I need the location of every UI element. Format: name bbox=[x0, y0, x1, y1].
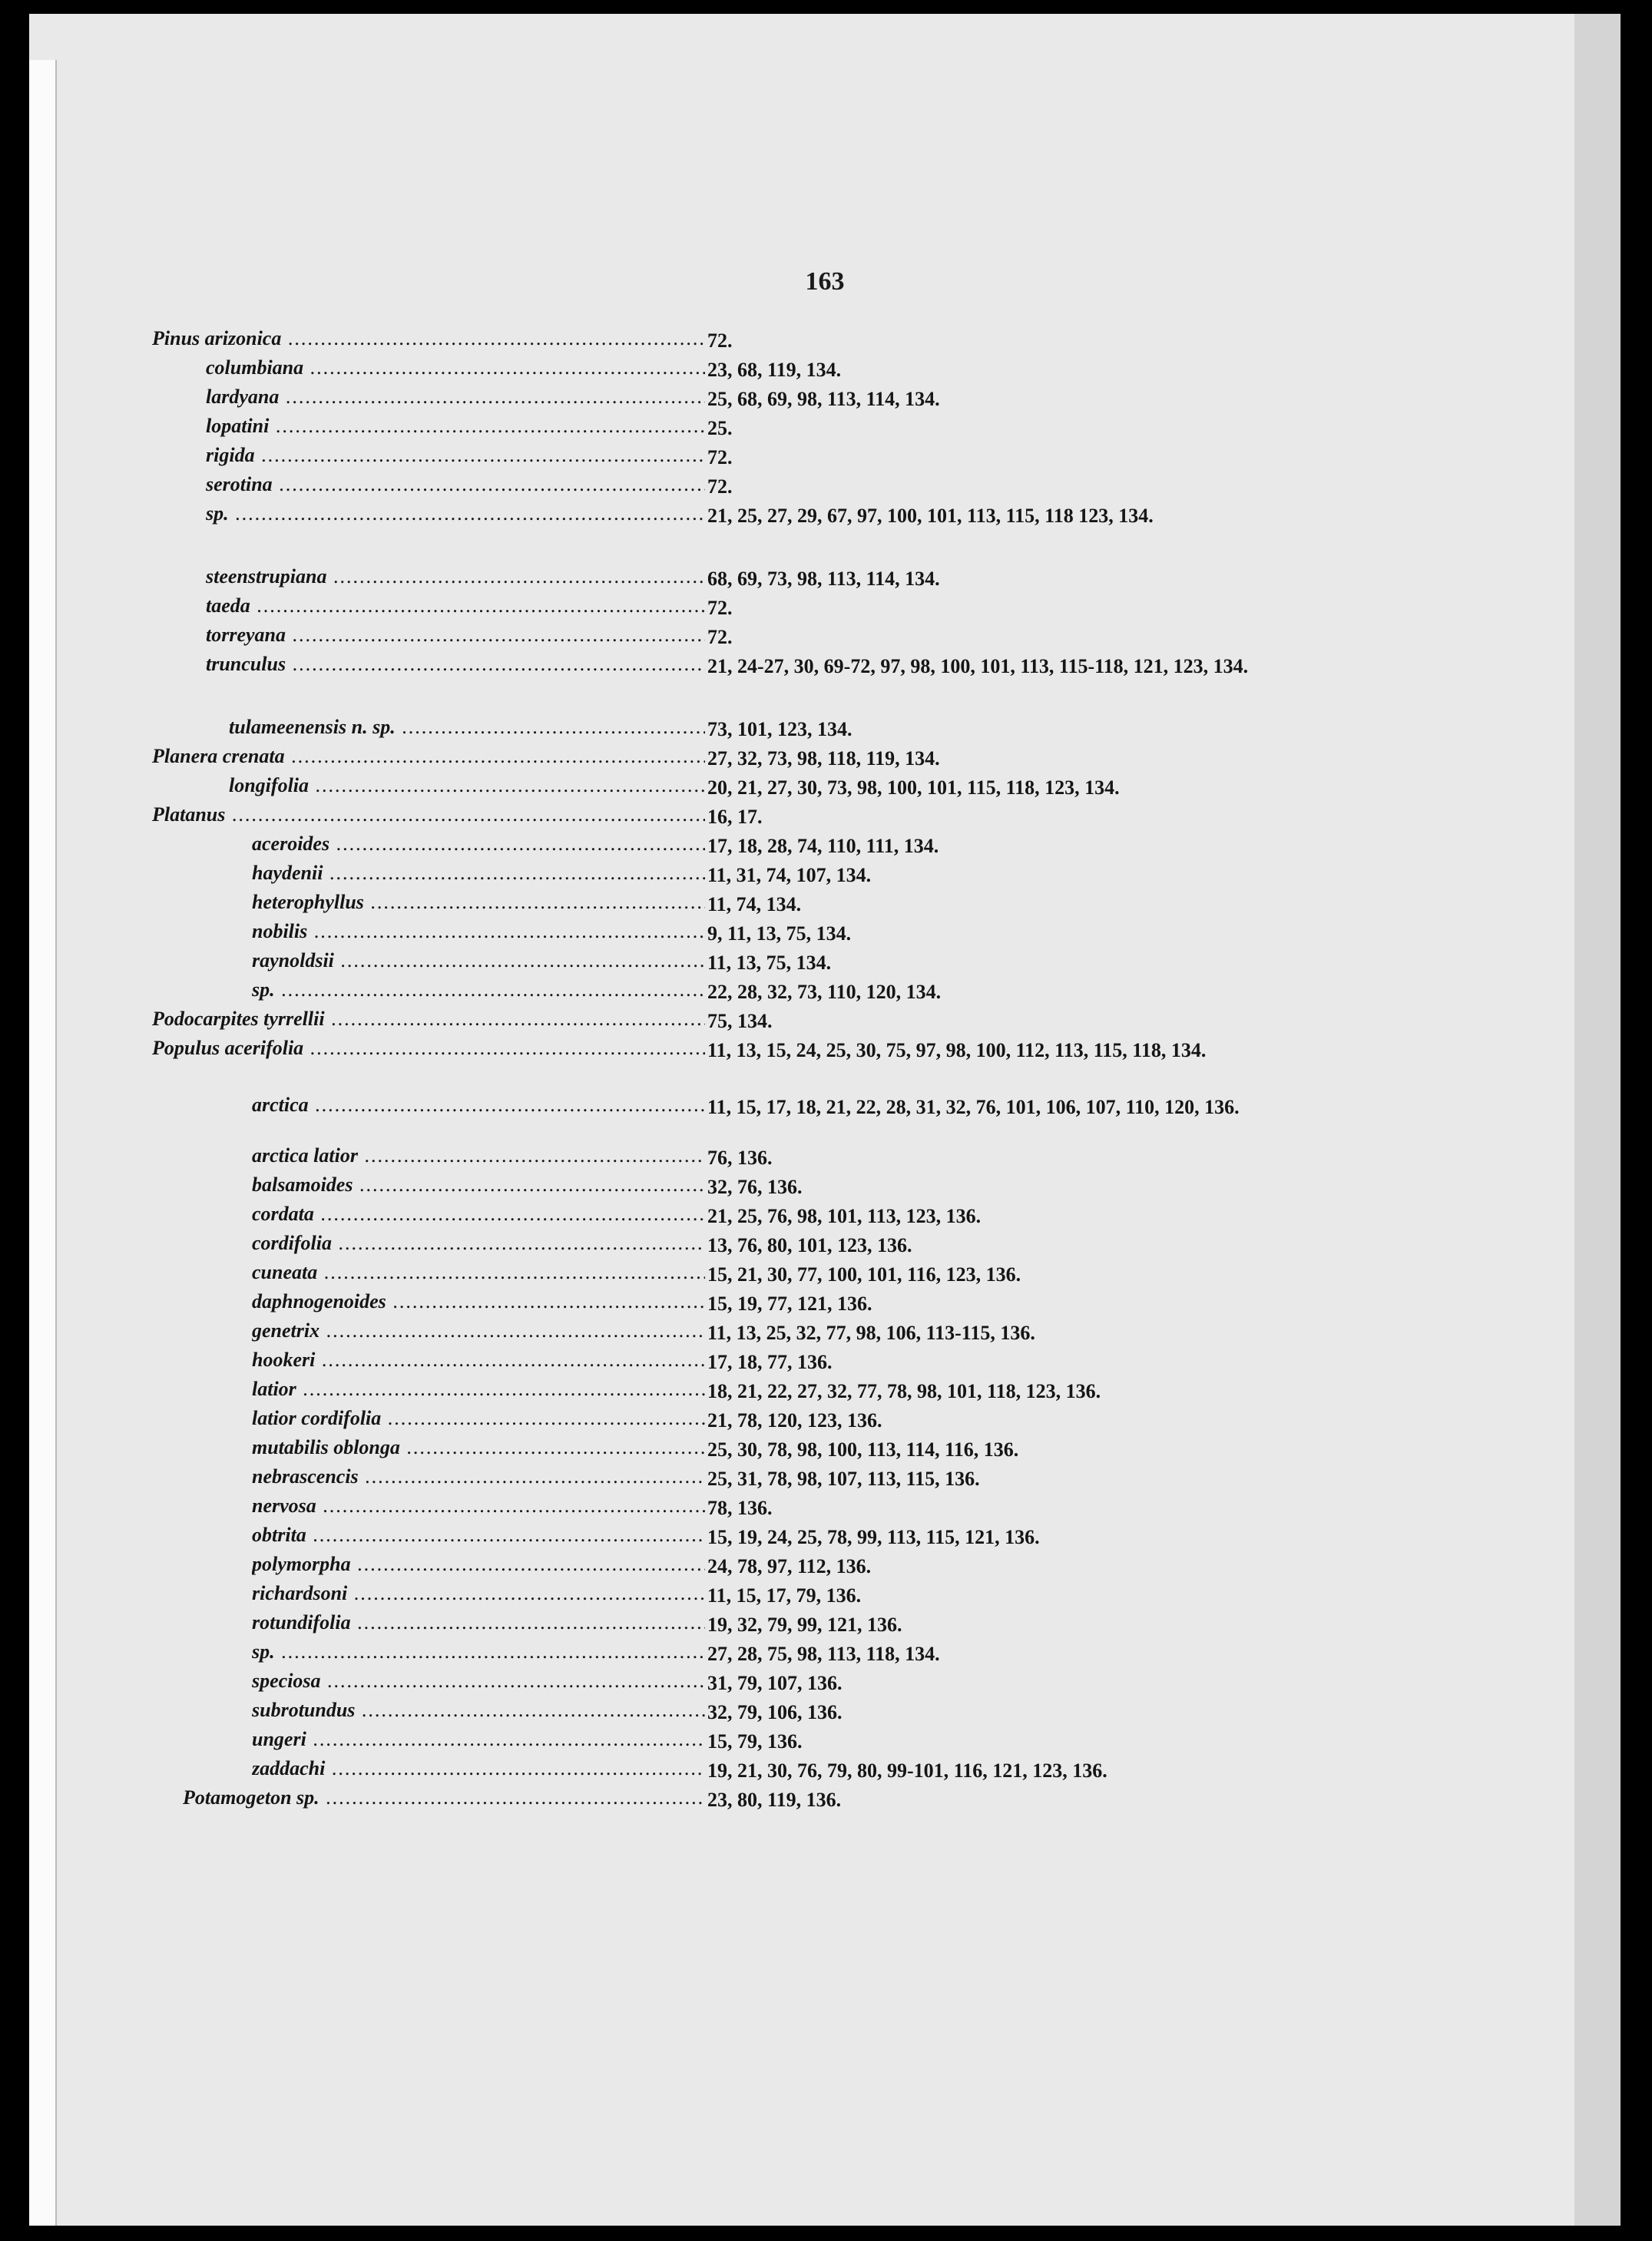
entry-pages: 32, 79, 106, 136. bbox=[707, 1701, 843, 1723]
entry-pages: 15, 79, 136. bbox=[707, 1730, 803, 1753]
entry-pages: 21, 24-27, 30, 69-72, 97, 98, 100, 101, 113, 115-118, 121, 123, 134. bbox=[707, 655, 1249, 677]
entry-pages: 13, 76, 80, 101, 123, 136. bbox=[707, 1234, 912, 1256]
entry-name: polymorpha ..... bbox=[252, 1553, 705, 1576]
entry-name: nebrascencis ..... bbox=[252, 1465, 705, 1488]
entry-pages: 18, 21, 22, 27, 32, 77, 78, 98, 101, 118, 123, 136. bbox=[707, 1380, 1101, 1402]
entry-name: richardsoni ..... bbox=[252, 1582, 705, 1605]
entry-pages: 19, 32, 79, 99, 121, 136. bbox=[707, 1614, 902, 1636]
entry-pages: 31, 79, 107, 136. bbox=[707, 1672, 843, 1694]
entry-name: cordifolia ..... bbox=[252, 1232, 705, 1255]
entry-pages: 24, 78, 97, 112, 136. bbox=[707, 1555, 872, 1577]
entry-pages: 23, 80, 119, 136. bbox=[707, 1789, 842, 1811]
entry-name: columbiana ..... bbox=[206, 356, 705, 379]
entry-name: nervosa ..... bbox=[252, 1495, 705, 1518]
entry-pages: 21, 25, 76, 98, 101, 113, 123, 136. bbox=[707, 1205, 982, 1227]
entry-pages: 15, 21, 30, 77, 100, 101, 116, 123, 136. bbox=[707, 1263, 1021, 1286]
entry-name: lopatini ..... bbox=[206, 415, 705, 438]
entry-name: nobilis ..... bbox=[252, 920, 705, 943]
entry-name: latior cordifolia ..... bbox=[252, 1407, 705, 1430]
entry-name: daphnogenoides ..... bbox=[252, 1290, 705, 1313]
entry-name: sp. ..... bbox=[252, 978, 705, 1001]
entry-name: cuneata ..... bbox=[252, 1261, 705, 1284]
entry-name: haydenii ..... bbox=[252, 862, 705, 885]
entry-pages: 15, 19, 77, 121, 136. bbox=[707, 1293, 872, 1315]
entry-name: arctica ..... bbox=[252, 1094, 705, 1117]
entry-pages: 17, 18, 28, 74, 110, 111, 134. bbox=[707, 835, 939, 857]
entry-pages: 11, 74, 134. bbox=[707, 893, 802, 915]
entry-pages: 25. bbox=[707, 417, 733, 439]
entry-pages: 72. bbox=[707, 329, 733, 352]
entry-pages: 32, 76, 136. bbox=[707, 1176, 803, 1198]
book-page bbox=[29, 14, 1621, 2226]
entry-pages: 76, 136. bbox=[707, 1147, 773, 1169]
entry-name: trunculus ..... bbox=[206, 653, 705, 676]
entry-name: Potamogeton sp. ..... bbox=[183, 1786, 705, 1809]
entry-name: Platanus ..... bbox=[152, 803, 705, 826]
entry-pages: 27, 28, 75, 98, 113, 118, 134. bbox=[707, 1643, 940, 1665]
entry-name: serotina ..... bbox=[206, 473, 705, 496]
entry-name: ungeri ..... bbox=[252, 1728, 705, 1751]
entry-pages: 11, 15, 17, 18, 21, 22, 28, 31, 32, 76, 101, 106, 107, 110, 120, 136. bbox=[707, 1096, 1240, 1118]
entry-pages: 23, 68, 119, 134. bbox=[707, 359, 842, 381]
entry-pages: 11, 13, 75, 134. bbox=[707, 952, 832, 974]
entry-pages: 72. bbox=[707, 597, 733, 619]
entry-name: Planera crenata ..... bbox=[152, 745, 705, 768]
entry-pages: 25, 68, 69, 98, 113, 114, 134. bbox=[707, 388, 940, 410]
page-number: 163 bbox=[805, 267, 845, 296]
entry-pages: 17, 18, 77, 136. bbox=[707, 1351, 833, 1373]
entry-pages: 72. bbox=[707, 446, 733, 468]
entry-name: Populus acerifolia ..... bbox=[152, 1037, 705, 1060]
entry-name: speciosa ..... bbox=[252, 1670, 705, 1693]
entry-pages: 21, 78, 120, 123, 136. bbox=[707, 1409, 882, 1432]
entry-name: tulameenensis n. sp. ..... bbox=[229, 716, 705, 739]
entry-name: Pinus arizonica ..... bbox=[152, 327, 705, 350]
entry-pages: 27, 32, 73, 98, 118, 119, 134. bbox=[707, 747, 940, 770]
entry-name: genetrix ..... bbox=[252, 1319, 705, 1342]
entry-name: obtrita ..... bbox=[252, 1524, 705, 1547]
entry-pages: 25, 30, 78, 98, 100, 113, 114, 116, 136. bbox=[707, 1438, 1019, 1461]
page-left-edge bbox=[29, 60, 57, 2226]
entry-pages: 68, 69, 73, 98, 113, 114, 134. bbox=[707, 568, 940, 590]
entry-pages: 72. bbox=[707, 626, 733, 648]
entry-pages: 15, 19, 24, 25, 78, 99, 113, 115, 121, 136. bbox=[707, 1526, 1040, 1548]
entry-pages: 11, 15, 17, 79, 136. bbox=[707, 1584, 862, 1607]
entry-name: rotundifolia ..... bbox=[252, 1611, 705, 1634]
entry-pages: 78, 136. bbox=[707, 1497, 773, 1519]
entry-name: taeda ..... bbox=[206, 594, 705, 617]
entry-pages: 16, 17. bbox=[707, 806, 763, 828]
entry-name: rigida ..... bbox=[206, 444, 705, 467]
entry-name: arctica latior ..... bbox=[252, 1144, 705, 1167]
entry-pages: 21, 25, 27, 29, 67, 97, 100, 101, 113, 115, 118 123, 134. bbox=[707, 505, 1154, 527]
entry-name: lardyana ..... bbox=[206, 386, 705, 409]
entry-name: torreyana ..... bbox=[206, 624, 705, 647]
entry-pages: 11, 31, 74, 107, 134. bbox=[707, 864, 872, 886]
entry-name: aceroides ..... bbox=[252, 833, 705, 856]
entry-pages: 73, 101, 123, 134. bbox=[707, 718, 852, 740]
entry-pages: 20, 21, 27, 30, 73, 98, 100, 101, 115, 118, 123, 134. bbox=[707, 776, 1120, 799]
entry-name: cordata ..... bbox=[252, 1203, 705, 1226]
entry-pages: 9, 11, 13, 75, 134. bbox=[707, 922, 852, 945]
entry-pages: 11, 13, 25, 32, 77, 98, 106, 113-115, 136. bbox=[707, 1322, 1035, 1344]
entry-name: longifolia ..... bbox=[229, 774, 705, 797]
entry-pages: 19, 21, 30, 76, 79, 80, 99-101, 116, 121, 123, 136. bbox=[707, 1759, 1107, 1782]
entry-name: Podocarpites tyrrellii ..... bbox=[152, 1008, 705, 1031]
entry-pages: 75, 134. bbox=[707, 1010, 773, 1032]
entry-name: steenstrupiana ..... bbox=[206, 565, 705, 588]
entry-pages: 72. bbox=[707, 475, 733, 498]
entry-name: balsamoides ..... bbox=[252, 1173, 705, 1197]
entry-name: zaddachi ..... bbox=[252, 1757, 705, 1780]
entry-name: heterophyllus ..... bbox=[252, 891, 705, 914]
entry-name: sp. ..... bbox=[206, 502, 705, 525]
entry-name: subrotundus ..... bbox=[252, 1699, 705, 1722]
entry-name: mutabilis oblonga ..... bbox=[252, 1436, 705, 1459]
entry-pages: 11, 13, 15, 24, 25, 30, 75, 97, 98, 100, 112, 113, 115, 118, 134. bbox=[707, 1039, 1207, 1061]
page-right-edge bbox=[1574, 14, 1621, 2226]
entry-name: sp. ..... bbox=[252, 1640, 705, 1663]
entry-name: hookeri ..... bbox=[252, 1349, 705, 1372]
entry-name: raynoldsii ..... bbox=[252, 949, 705, 972]
entry-pages: 22, 28, 32, 73, 110, 120, 134. bbox=[707, 981, 942, 1003]
entry-name: latior ..... bbox=[252, 1378, 705, 1401]
entry-pages: 25, 31, 78, 98, 107, 113, 115, 136. bbox=[707, 1468, 980, 1490]
